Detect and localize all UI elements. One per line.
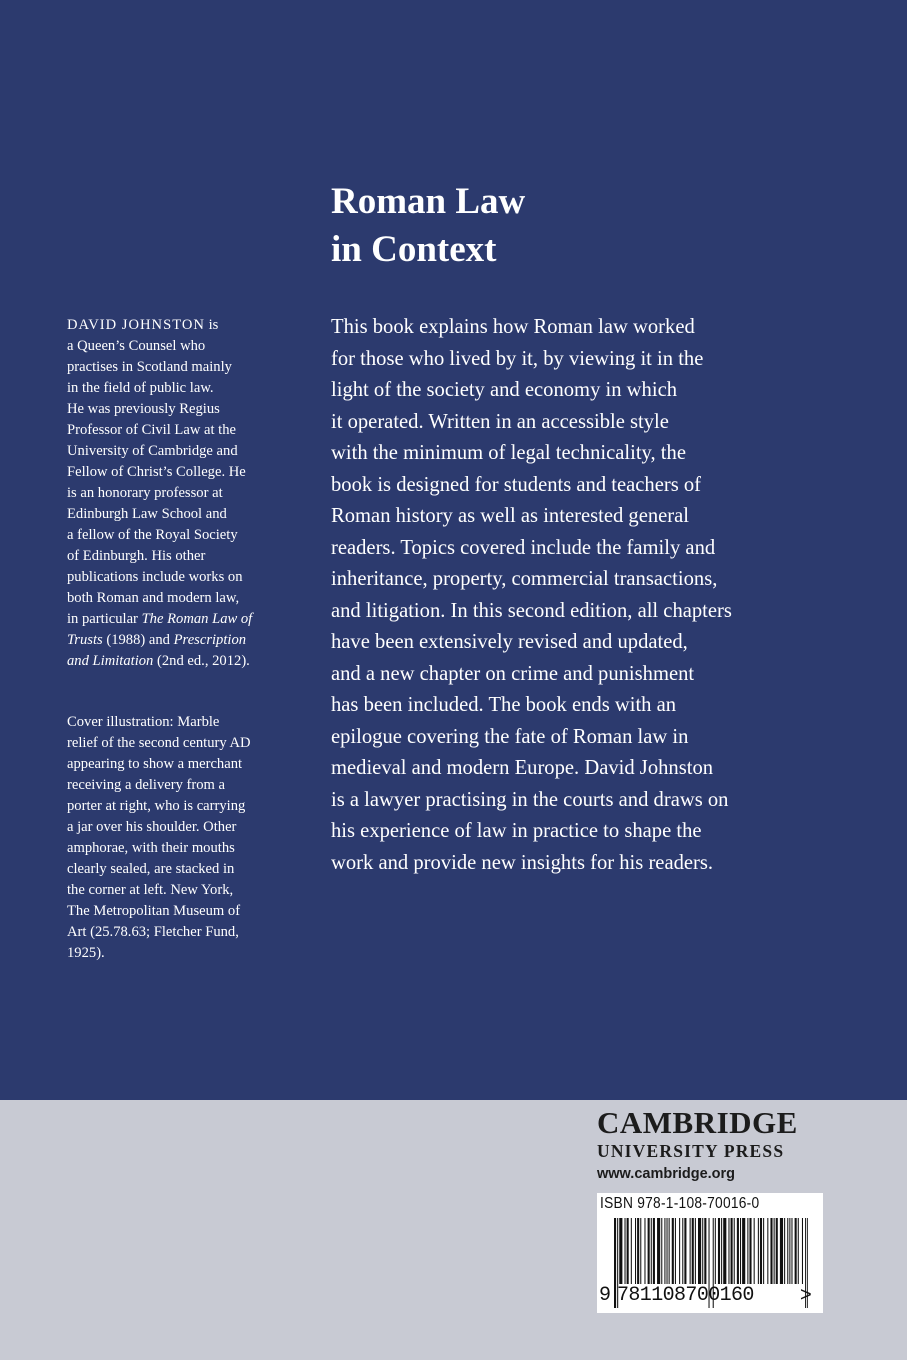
publisher-url: www.cambridge.org xyxy=(597,1166,736,1182)
publisher-subname: UNIVERSITY PRESS xyxy=(597,1141,785,1161)
barcode-bar xyxy=(718,1218,720,1284)
barcode-bar xyxy=(648,1218,650,1284)
barcode-bar xyxy=(758,1218,759,1284)
description-line: it operated. Written in an accessible style xyxy=(331,410,669,433)
barcode-bar xyxy=(798,1218,799,1284)
barcode-first-digit: 9 xyxy=(599,1284,611,1307)
barcode-bar xyxy=(795,1218,797,1284)
barcode-bar xyxy=(684,1218,686,1284)
barcode-bar xyxy=(774,1218,775,1284)
barcode-bar xyxy=(734,1218,735,1284)
barcode-bar xyxy=(614,1218,616,1308)
author-bio xyxy=(67,315,297,672)
barcode-bar xyxy=(675,1218,676,1284)
bio-line: in the field of public law. xyxy=(67,380,214,396)
barcode-bar xyxy=(747,1218,748,1284)
bio-line: Trusts (1988) and Prescription xyxy=(67,632,247,648)
barcode-bar xyxy=(791,1218,792,1284)
book-title-ref: Trusts xyxy=(67,632,103,648)
bio-line: University of Cambridge and xyxy=(67,443,238,459)
barcode-bar xyxy=(640,1218,641,1284)
description-line: is a lawyer practising in the courts and draws on xyxy=(331,788,729,811)
barcode-bar xyxy=(644,1218,645,1284)
bio-line: Fellow of Christ’s College. He xyxy=(67,464,246,480)
barcode-bar xyxy=(728,1218,729,1284)
barcode-bar xyxy=(715,1218,716,1284)
credit-line: clearly sealed, are stacked in xyxy=(67,861,235,877)
bio-line: and Limitation (2nd ed., 2012). xyxy=(67,653,250,669)
author-name: DAVID JOHNSTON xyxy=(67,317,205,333)
barcode-bar xyxy=(657,1218,660,1284)
barcode-bar xyxy=(760,1218,762,1284)
description-line: have been extensively revised and updated, xyxy=(331,631,688,653)
bio-line: both Roman and modern law, xyxy=(67,590,240,606)
book-title-ref: and Limitation xyxy=(67,653,154,669)
book-title-line-2: in Context xyxy=(331,229,497,270)
publisher-logo xyxy=(597,1106,827,1184)
description-line: his experience of law in practice to shape the xyxy=(331,820,702,842)
book-title-ref: Prescription xyxy=(173,632,247,648)
barcode-bar xyxy=(619,1218,622,1284)
publisher-name: CAMBRIDGE xyxy=(597,1105,798,1140)
barcode-bar xyxy=(749,1218,751,1284)
barcode-bar xyxy=(653,1218,655,1284)
barcode-bar xyxy=(770,1218,772,1284)
barcode-quiet-zone-arrow: > xyxy=(800,1284,812,1306)
barcode-bar xyxy=(698,1218,701,1284)
barcode-bar xyxy=(737,1218,739,1284)
description-line: and litigation. In this second edition, all chapters xyxy=(331,599,732,622)
barcode-bar xyxy=(695,1218,696,1284)
barcode-bar xyxy=(667,1218,668,1284)
barcode-bar xyxy=(631,1218,632,1284)
description-line: readers. Topics covered include the family and xyxy=(331,536,716,559)
cover-illustration-credit xyxy=(67,712,297,964)
barcode-bar xyxy=(679,1218,680,1284)
credit-line: appearing to show a merchant xyxy=(67,756,243,772)
description-line: medieval and modern Europe. David Johnston xyxy=(331,757,714,779)
credit-line: Art (25.78.63; Fletcher Fund, xyxy=(67,924,239,940)
barcode-bar xyxy=(754,1218,755,1284)
description-line: for those who lived by it, by viewing it in the xyxy=(331,347,704,370)
barcode-bar xyxy=(651,1218,652,1284)
credit-line: a jar over his shoulder. Other xyxy=(67,819,237,835)
credit-line: amphorae, with their mouths xyxy=(67,840,235,856)
description-line: light of the society and economy in which xyxy=(331,379,678,401)
isbn-barcode xyxy=(597,1193,823,1313)
barcode-bar xyxy=(672,1218,674,1284)
bio-line: is an honorary professor at xyxy=(67,485,223,501)
barcode-bar xyxy=(669,1218,670,1284)
barcode-bar xyxy=(802,1218,803,1284)
barcode-bar xyxy=(763,1218,764,1284)
barcode-bar xyxy=(704,1218,706,1284)
barcode-bar xyxy=(690,1218,691,1284)
description-line: This book explains how Roman law worked xyxy=(331,316,695,338)
barcode-bar xyxy=(637,1218,639,1284)
description-line: with the minimum of legal technicality, the xyxy=(331,442,686,464)
barcode-bar xyxy=(789,1218,790,1284)
barcode-bar xyxy=(723,1218,726,1284)
description-line: Roman history as well as interested general xyxy=(331,505,689,527)
book-title-line-1: Roman Law xyxy=(331,181,526,222)
credit-line: 1925). xyxy=(67,945,105,961)
bio-line: in particular The Roman Law of xyxy=(67,611,253,627)
barcode-bar xyxy=(776,1218,778,1284)
book-description xyxy=(331,312,801,879)
bio-line: a fellow of the Royal Society xyxy=(67,527,238,543)
description-line: and a new chapter on crime and punishment xyxy=(331,662,695,685)
barcode-bar xyxy=(627,1218,629,1284)
barcode-bar xyxy=(692,1218,694,1284)
barcode-bar xyxy=(664,1218,665,1284)
barcode-bar xyxy=(682,1218,683,1284)
bio-line: practises in Scotland mainly xyxy=(67,359,232,375)
book-title xyxy=(331,178,525,274)
bio-line: Professor of Civil Law at the xyxy=(67,422,237,438)
credit-line: receiving a delivery from a xyxy=(67,777,226,793)
barcode-bar xyxy=(721,1218,722,1284)
credit-line: relief of the second century AD xyxy=(67,735,251,751)
bio-line: publications include works on xyxy=(67,569,243,585)
bio-line: Edinburgh Law School and xyxy=(67,506,227,522)
credit-line: the corner at left. New York, xyxy=(67,882,234,898)
barcode-bar xyxy=(625,1218,626,1284)
description-line: epilogue covering the fate of Roman law in xyxy=(331,725,689,748)
book-title-ref: The Roman Law of xyxy=(141,611,253,627)
isbn-text: ISBN 978-1-108-70016-0 xyxy=(600,1195,760,1212)
description-line: has been included. The book ends with an xyxy=(331,694,677,716)
credit-line: Cover illustration: Marble xyxy=(67,714,220,730)
credit-line: The Metropolitan Museum of xyxy=(67,903,241,919)
bio-line: a Queen’s Counsel who xyxy=(67,338,206,354)
barcode-bar xyxy=(780,1218,783,1284)
description-line: inheritance, property, commercial transactions, xyxy=(331,568,718,590)
barcode-bar xyxy=(767,1218,768,1284)
bio-line: DAVID JOHNSTON is xyxy=(67,317,219,333)
description-line: work and provide new insights for his readers. xyxy=(331,851,714,874)
barcode-bar xyxy=(661,1218,662,1284)
barcode-bar xyxy=(731,1218,733,1284)
bio-line: He was previously Regius xyxy=(67,401,220,417)
description-line: book is designed for students and teachers of xyxy=(331,473,702,496)
barcode-digit-string: 781108700160 xyxy=(617,1284,754,1307)
credit-line: porter at right, who is carrying xyxy=(67,798,246,814)
bio-line: of Edinburgh. His other xyxy=(67,548,206,564)
barcode-bar xyxy=(787,1218,788,1284)
barcode-bar xyxy=(635,1218,636,1284)
barcode-bar xyxy=(702,1218,703,1284)
barcode-bar xyxy=(784,1218,785,1284)
barcode-bar xyxy=(740,1218,741,1284)
barcode-bar xyxy=(742,1218,745,1284)
